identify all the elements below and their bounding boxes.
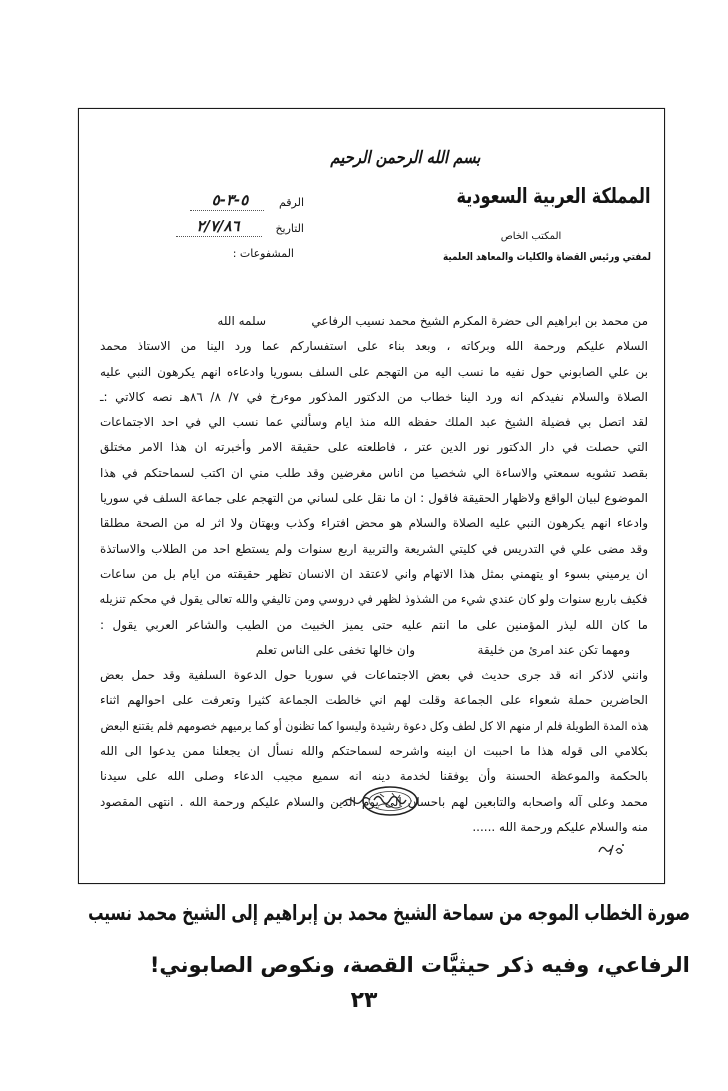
basmala bbox=[330, 148, 480, 168]
letter-line-text: بكلامي الى قوله هذا ما احببت ان ابينه واشرحه لسماحتكم والله نسأل ان يجعلنا ممن يدعوا الى الله bbox=[100, 744, 648, 759]
office-subtitle bbox=[443, 251, 651, 263]
letter-salutation bbox=[100, 309, 648, 334]
verse-second-hemistich: وان خالها تخفى على الناس تعلم bbox=[255, 642, 415, 657]
letter-line-text: التي حصلت في دار الدكتور نور الدين عتر ، فاطلعته على حقيقة الامر وأخبرته ان هذا الامر مختلق bbox=[100, 440, 648, 455]
official-seal-icon bbox=[340, 784, 422, 820]
letter-line bbox=[100, 360, 648, 385]
date-leader bbox=[176, 236, 262, 237]
kingdom-logo-text: المملكة العربية السعودية bbox=[456, 184, 650, 208]
salutation-text: من محمد بن ابراهيم الى حضرة المكرم الشيخ محمد نسيب الرفاعي bbox=[311, 314, 648, 328]
letter-line-text: بن علي الصابوني حول نفيه ما نسب اليه من التهجم على السلف بسوريا وادعاءه انهم يكرهون النبي عليه bbox=[100, 364, 648, 379]
letter-line bbox=[100, 435, 648, 460]
letter-line bbox=[100, 410, 648, 435]
letter-line bbox=[100, 663, 648, 688]
caption-line-2-text: الرفاعي، وفيه ذكر حيثيَّات القصة، ونكوص الصابوني! bbox=[150, 953, 690, 977]
page-number: ٢٣ bbox=[350, 988, 378, 1013]
letter-line bbox=[100, 385, 648, 410]
letter-line bbox=[100, 587, 648, 612]
letter-line-text: ان يرميني بسوء او يتهمني بمثل هذا الاتهام واني لاعتقد ان الانسان تظهر حقيقته من ايام بل من ساعات bbox=[100, 566, 648, 581]
letter-line-text: الموضوع لبيان الواقع ولاظهار الحقيقة فاقول : ان ما نقل على لساني من التهجم على جماعة السلف في سوريا bbox=[100, 491, 648, 506]
letter-line-text: ما كان الله ليذر المؤمنين على ما انتم عليه حتى يميز الخبيث من الطيب والشاعر العربي يقول : bbox=[100, 617, 648, 632]
letter-line-text: بالحكمة والموعظة الحسنة وأن يوفقنا لخدمة دينه انه سميع مجيب الدعاء وصلى الله على سيدنا bbox=[100, 769, 648, 784]
letter-line bbox=[100, 714, 648, 739]
office-subtitle-text: لمفتي ورئيس القضاة والكليات والمعاهد العلمية bbox=[443, 251, 651, 263]
kingdom-logo bbox=[456, 184, 650, 208]
letter-line bbox=[100, 562, 648, 587]
letter-line bbox=[100, 511, 648, 536]
letter-line-text: فكيف باربع سنوات ولو كان عندي شيء من الشذوذ لظهر في دروسي ومن تاليفي والله تعالى يقول في محكم تنزيله bbox=[100, 592, 648, 607]
letter-line-text: الحاضرين حملة شعواء على الجماعة وقلت لهم اني خالطت الجماعة كثيرا وتعرفت على احوالهم اثناء bbox=[100, 693, 648, 708]
office-title-text: المكتب الخاص bbox=[500, 231, 562, 242]
letter-line-text: وادعاء انهم يكرهون النبي عليه الصلاة والسلام هو محض افتراء وكذب وبهتان ولا اثر له من الصحة مطلقا bbox=[100, 516, 648, 531]
letter-line-text: وقد مضى علي في التدريس في كليتي الشريعة والتربية اربع سنوات ولم يستطع احد من الطلاب والاساتذة bbox=[100, 541, 648, 556]
letter-line-text: بقصد تشويه سمعتي والاساءة الي شخصيا من اناس مغرضين وقد طلب مني ان اكتب لسماحتكم في هذا bbox=[100, 465, 648, 480]
letter-line bbox=[100, 461, 648, 486]
letter-line-text: هذه المدة الطويلة فلم ار منهم الا كل لطف وكل دعوة رشيدة وليسوا كما تظنون أو كما يرميهم خصومهم فلم يقتنع البعض bbox=[100, 718, 648, 733]
attachments-label: المشفوعات : bbox=[232, 247, 294, 260]
number-value: ٥-٣-٥ bbox=[211, 191, 249, 209]
letter-body bbox=[100, 309, 648, 840]
letter-line-text: محمد وعلى آله واصحابه والتابعين لهم باحسان الى يوم الدين والسلام عليكم ورحمة الله . انتهى المقصود bbox=[100, 794, 648, 809]
poem-verse bbox=[100, 638, 648, 663]
closing-text: منه والسلام عليكم ورحمة الله ...... bbox=[472, 819, 648, 834]
number-label: الرقم bbox=[278, 196, 304, 209]
letter-line-text: الصلاة والسلام نفيدكم انه ورد الينا خطاب من الدكتور المذكور موءرخ في ٧/ ٨/ ٨٦هـ نصه كالاتي :ـ bbox=[100, 389, 648, 404]
letter-line-text: السلام عليكم ورحمة الله وبركاته ، وبعد بناء على استفساركم عما ورد الينا من الاستاذ محمد bbox=[100, 339, 648, 354]
letter-line bbox=[100, 688, 648, 713]
letter-line bbox=[100, 739, 648, 764]
date-label: التاريخ bbox=[275, 222, 304, 235]
verse-first-hemistich: ومهما تكن عند امرئ من خليقة bbox=[477, 642, 630, 657]
basmala-text: بسم الله الرحمن الرحيم bbox=[330, 148, 480, 168]
blessing-text: سلمه الله bbox=[217, 314, 266, 328]
figure-caption-line-2 bbox=[150, 948, 690, 982]
letter-line bbox=[100, 613, 648, 638]
letter-line-text: لقد اتصل بي فضيلة الشيخ عبد الملك حفظه الله منذ ايام وسألني عما نسب الي في احد الاجتماعات bbox=[100, 415, 648, 430]
figure-caption-line-1 bbox=[88, 896, 690, 930]
letter-line bbox=[100, 486, 648, 511]
letter-line-text: وانني لاذكر انه قد جرى حديث في بعض الاجتماعات في سوريا حول الدعوة السلفية وقد حمل بعض bbox=[100, 668, 648, 683]
date-value: ٢/٧/٨٦ bbox=[196, 217, 240, 235]
handwritten-mark-icon bbox=[596, 840, 626, 858]
number-leader bbox=[190, 210, 264, 211]
letter-line bbox=[100, 334, 648, 359]
caption-line-1-text: صورة الخطاب الموجه من سماحة الشيخ محمد بن إبراهيم إلى الشيخ محمد نسيب bbox=[88, 901, 690, 925]
office-title bbox=[486, 231, 576, 242]
letter-line bbox=[100, 537, 648, 562]
